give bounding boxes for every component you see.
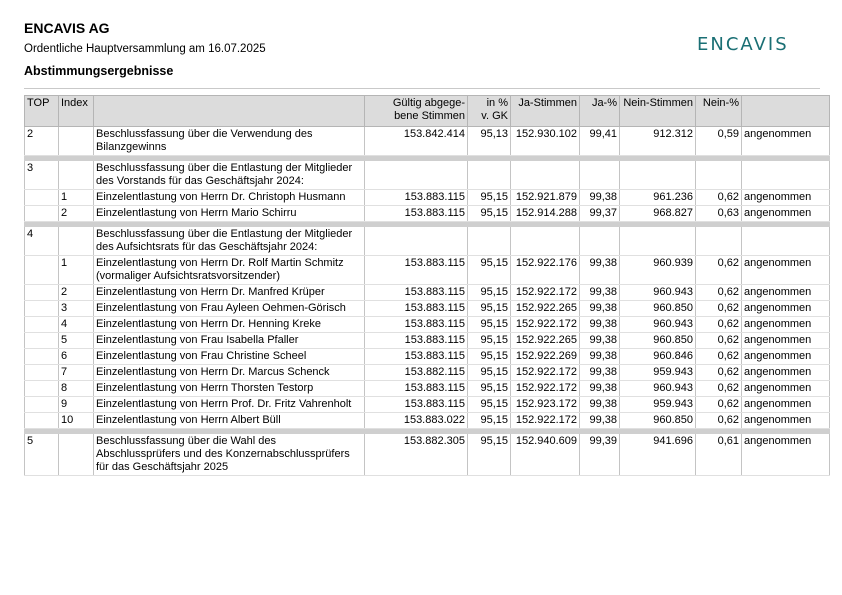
cell-yes-pct: 99,38 — [580, 413, 620, 429]
cell-index — [59, 127, 94, 156]
cell-pct-capital: 95,15 — [468, 381, 511, 397]
cell-pct-capital: 95,15 — [468, 333, 511, 349]
cell-yes-pct: 99,38 — [580, 333, 620, 349]
cell-no-votes: 960.943 — [620, 317, 696, 333]
table-row — [25, 381, 830, 397]
cell-yes-pct — [580, 227, 620, 256]
table-row — [25, 349, 830, 365]
col-pct-capital-line2: v. GK — [481, 110, 508, 122]
company-name: ENCAVIS AG — [24, 20, 110, 36]
cell-top — [25, 301, 59, 317]
cell-yes-votes: 152.921.879 — [511, 190, 580, 206]
cell-pct-capital — [468, 227, 511, 256]
cell-yes-pct: 99,37 — [580, 206, 620, 222]
cell-subject: Einzelentlastung von Herrn Thorsten Testorp — [94, 381, 365, 397]
cell-yes-votes: 152.922.176 — [511, 256, 580, 285]
cell-no-votes: 961.236 — [620, 190, 696, 206]
table-row — [25, 285, 830, 301]
cell-no-votes: 960.943 — [620, 381, 696, 397]
header-divider — [24, 88, 820, 89]
cell-subject: Beschlussfassung über die Entlastung der Mitglieder des Vorstands für das Geschäftsjahr 2024: — [94, 161, 365, 190]
cell-no-pct: 0,62 — [696, 256, 742, 285]
table-row — [25, 256, 830, 285]
cell-top: 3 — [25, 161, 59, 190]
cell-subject: Einzelentlastung von Herrn Dr. Henning Kreke — [94, 317, 365, 333]
cell-no-votes: 960.943 — [620, 285, 696, 301]
table-row — [25, 190, 830, 206]
cell-valid-votes: 153.882.115 — [365, 365, 468, 381]
cell-no-pct: 0,62 — [696, 301, 742, 317]
cell-index: 3 — [59, 301, 94, 317]
cell-top — [25, 317, 59, 333]
cell-valid-votes: 153.842.414 — [365, 127, 468, 156]
cell-top: 4 — [25, 227, 59, 256]
cell-pct-capital: 95,15 — [468, 397, 511, 413]
cell-pct-capital: 95,15 — [468, 301, 511, 317]
cell-yes-pct: 99,38 — [580, 397, 620, 413]
cell-no-votes — [620, 227, 696, 256]
cell-valid-votes: 153.883.115 — [365, 301, 468, 317]
cell-yes-votes: 152.922.172 — [511, 317, 580, 333]
cell-valid-votes: 153.883.115 — [365, 381, 468, 397]
col-valid-votes-line1: Gültig abgege- — [392, 97, 465, 109]
cell-index: 2 — [59, 206, 94, 222]
cell-valid-votes: 153.883.115 — [365, 206, 468, 222]
cell-valid-votes: 153.883.115 — [365, 285, 468, 301]
cell-result: angenommen — [742, 365, 830, 381]
cell-result: angenommen — [742, 349, 830, 365]
cell-yes-votes: 152.922.265 — [511, 301, 580, 317]
cell-no-pct: 0,62 — [696, 365, 742, 381]
cell-index: 4 — [59, 317, 94, 333]
cell-subject: Einzelentlastung von Herrn Mario Schirru — [94, 206, 365, 222]
cell-yes-pct: 99,41 — [580, 127, 620, 156]
cell-pct-capital: 95,13 — [468, 127, 511, 156]
cell-top — [25, 206, 59, 222]
cell-no-votes: 960.939 — [620, 256, 696, 285]
table-row — [25, 413, 830, 429]
meeting-subtitle: Ordentliche Hauptversammlung am 16.07.2025 — [24, 43, 266, 55]
col-valid-votes — [365, 96, 468, 127]
cell-yes-votes: 152.930.102 — [511, 127, 580, 156]
cell-result: angenommen — [742, 381, 830, 397]
cell-no-votes: 968.827 — [620, 206, 696, 222]
cell-top: 5 — [25, 434, 59, 476]
cell-index — [59, 434, 94, 476]
cell-yes-votes: 152.922.172 — [511, 285, 580, 301]
cell-result: angenommen — [742, 301, 830, 317]
cell-yes-pct: 99,38 — [580, 190, 620, 206]
cell-no-pct: 0,62 — [696, 413, 742, 429]
col-subject — [94, 96, 365, 127]
cell-yes-votes: 152.923.172 — [511, 397, 580, 413]
cell-result: angenommen — [742, 317, 830, 333]
table-row — [25, 227, 830, 256]
cell-yes-pct: 99,38 — [580, 365, 620, 381]
cell-yes-pct: 99,38 — [580, 381, 620, 397]
col-yes-pct: Ja-% — [580, 96, 620, 127]
cell-yes-pct: 99,39 — [580, 434, 620, 476]
cell-top — [25, 349, 59, 365]
cell-no-votes: 960.850 — [620, 333, 696, 349]
cell-valid-votes — [365, 227, 468, 256]
col-result — [742, 96, 830, 127]
cell-no-votes: 960.846 — [620, 349, 696, 365]
cell-no-pct: 0,61 — [696, 434, 742, 476]
cell-subject: Einzelentlastung von Herrn Prof. Dr. Fritz Vahrenholt — [94, 397, 365, 413]
cell-result: angenommen — [742, 285, 830, 301]
cell-no-pct: 0,59 — [696, 127, 742, 156]
cell-yes-votes: 152.922.269 — [511, 349, 580, 365]
cell-index: 8 — [59, 381, 94, 397]
col-no-votes: Nein-Stimmen — [620, 96, 696, 127]
cell-valid-votes: 153.883.115 — [365, 349, 468, 365]
cell-no-pct: 0,62 — [696, 333, 742, 349]
cell-subject: Einzelentlastung von Herrn Albert Büll — [94, 413, 365, 429]
cell-index: 6 — [59, 349, 94, 365]
cell-subject: Beschlussfassung über die Verwendung des Bilanzgewinns — [94, 127, 365, 156]
table-row — [25, 397, 830, 413]
cell-valid-votes: 153.882.305 — [365, 434, 468, 476]
cell-no-votes: 959.943 — [620, 397, 696, 413]
cell-yes-pct: 99,38 — [580, 301, 620, 317]
cell-top: 2 — [25, 127, 59, 156]
cell-no-pct — [696, 161, 742, 190]
cell-top — [25, 190, 59, 206]
cell-pct-capital: 95,15 — [468, 365, 511, 381]
cell-result: angenommen — [742, 434, 830, 476]
cell-result — [742, 161, 830, 190]
cell-result: angenommen — [742, 397, 830, 413]
cell-index: 1 — [59, 190, 94, 206]
cell-yes-pct: 99,38 — [580, 317, 620, 333]
cell-pct-capital: 95,15 — [468, 206, 511, 222]
cell-no-pct: 0,62 — [696, 285, 742, 301]
cell-valid-votes: 153.883.115 — [365, 333, 468, 349]
cell-top — [25, 365, 59, 381]
cell-index: 9 — [59, 397, 94, 413]
cell-pct-capital: 95,15 — [468, 285, 511, 301]
cell-valid-votes: 153.883.115 — [365, 190, 468, 206]
cell-yes-pct: 99,38 — [580, 349, 620, 365]
cell-no-pct: 0,62 — [696, 349, 742, 365]
cell-no-votes: 912.312 — [620, 127, 696, 156]
voting-results-table — [24, 95, 830, 476]
table-row — [25, 317, 830, 333]
cell-top — [25, 397, 59, 413]
cell-subject: Einzelentlastung von Herrn Dr. Rolf Martin Schmitz (vormaliger Aufsichtsratsvorsitzender) — [94, 256, 365, 285]
cell-pct-capital: 95,15 — [468, 190, 511, 206]
cell-yes-votes — [511, 227, 580, 256]
document-title: Abstimmungsergebnisse — [24, 64, 174, 78]
cell-result: angenommen — [742, 127, 830, 156]
table-row — [25, 301, 830, 317]
cell-valid-votes — [365, 161, 468, 190]
table-row — [25, 333, 830, 349]
cell-subject: Einzelentlastung von Herrn Dr. Manfred Krüper — [94, 285, 365, 301]
cell-yes-votes: 152.922.172 — [511, 365, 580, 381]
cell-result: angenommen — [742, 413, 830, 429]
table-row — [25, 127, 830, 156]
cell-valid-votes: 153.883.115 — [365, 317, 468, 333]
table-header-row — [25, 96, 830, 127]
cell-no-pct: 0,62 — [696, 381, 742, 397]
cell-index: 7 — [59, 365, 94, 381]
cell-result — [742, 227, 830, 256]
cell-no-votes: 960.850 — [620, 301, 696, 317]
cell-no-pct: 0,63 — [696, 206, 742, 222]
cell-result: angenommen — [742, 333, 830, 349]
cell-top — [25, 285, 59, 301]
cell-result: angenommen — [742, 256, 830, 285]
cell-valid-votes: 153.883.115 — [365, 256, 468, 285]
col-pct-capital — [468, 96, 511, 127]
cell-yes-pct — [580, 161, 620, 190]
cell-result: angenommen — [742, 190, 830, 206]
cell-yes-votes: 152.914.288 — [511, 206, 580, 222]
cell-yes-pct: 99,38 — [580, 256, 620, 285]
cell-subject: Einzelentlastung von Herrn Dr. Christoph Husmann — [94, 190, 365, 206]
cell-no-votes: 941.696 — [620, 434, 696, 476]
col-top: TOP — [25, 96, 59, 127]
cell-index — [59, 161, 94, 190]
cell-top — [25, 381, 59, 397]
cell-no-pct: 0,62 — [696, 190, 742, 206]
encavis-logo: ENCAVIS — [697, 34, 789, 55]
col-yes-votes: Ja-Stimmen — [511, 96, 580, 127]
cell-subject: Einzelentlastung von Frau Isabella Pfaller — [94, 333, 365, 349]
cell-index — [59, 227, 94, 256]
cell-top — [25, 333, 59, 349]
cell-yes-votes: 152.922.172 — [511, 381, 580, 397]
cell-no-pct: 0,62 — [696, 317, 742, 333]
cell-index: 10 — [59, 413, 94, 429]
cell-valid-votes: 153.883.115 — [365, 397, 468, 413]
cell-pct-capital: 95,15 — [468, 434, 511, 476]
cell-yes-votes: 152.940.609 — [511, 434, 580, 476]
cell-index: 5 — [59, 333, 94, 349]
col-valid-votes-line2: bene Stimmen — [394, 110, 465, 122]
cell-no-votes: 959.943 — [620, 365, 696, 381]
table-row — [25, 434, 830, 476]
cell-yes-votes: 152.922.172 — [511, 413, 580, 429]
cell-no-pct — [696, 227, 742, 256]
cell-pct-capital: 95,15 — [468, 317, 511, 333]
cell-pct-capital: 95,15 — [468, 413, 511, 429]
cell-pct-capital: 95,15 — [468, 349, 511, 365]
cell-yes-votes: 152.922.265 — [511, 333, 580, 349]
cell-subject: Einzelentlastung von Frau Ayleen Oehmen-Görisch — [94, 301, 365, 317]
cell-subject: Beschlussfassung über die Entlastung der Mitglieder des Aufsichtsrats für das Geschäftsjahr 2024: — [94, 227, 365, 256]
cell-top — [25, 413, 59, 429]
cell-index: 2 — [59, 285, 94, 301]
cell-no-votes: 960.850 — [620, 413, 696, 429]
cell-subject: Beschlussfassung über die Wahl des Abschlussprüfers und des Konzernabschlussprüfers für das Geschäftsjahr 2025 — [94, 434, 365, 476]
cell-no-votes — [620, 161, 696, 190]
cell-yes-votes — [511, 161, 580, 190]
col-no-pct: Nein-% — [696, 96, 742, 127]
cell-valid-votes: 153.883.022 — [365, 413, 468, 429]
cell-subject: Einzelentlastung von Herrn Dr. Marcus Schenck — [94, 365, 365, 381]
table-row — [25, 206, 830, 222]
col-pct-capital-line1: in % — [486, 97, 508, 109]
cell-pct-capital — [468, 161, 511, 190]
cell-pct-capital: 95,15 — [468, 256, 511, 285]
cell-yes-pct: 99,38 — [580, 285, 620, 301]
table-row — [25, 161, 830, 190]
cell-index: 1 — [59, 256, 94, 285]
cell-top — [25, 256, 59, 285]
cell-no-pct: 0,62 — [696, 397, 742, 413]
table-row — [25, 365, 830, 381]
cell-subject: Einzelentlastung von Frau Christine Scheel — [94, 349, 365, 365]
col-index: Index — [59, 96, 94, 127]
cell-result: angenommen — [742, 206, 830, 222]
